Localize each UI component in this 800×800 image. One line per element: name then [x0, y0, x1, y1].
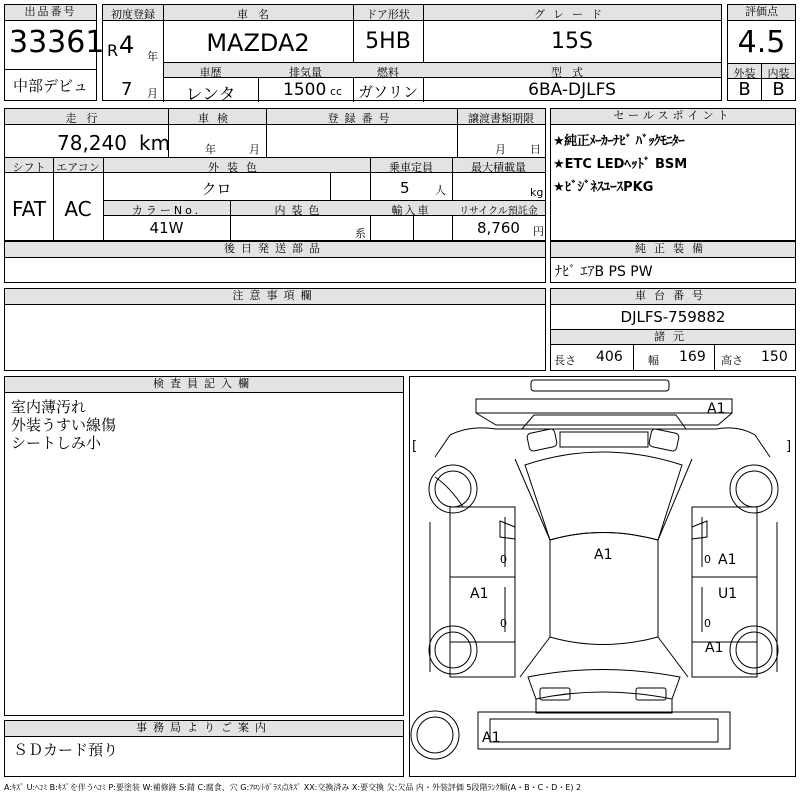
height: 150 — [761, 349, 788, 365]
reg-month: 7 — [121, 79, 133, 100]
inspector-label: 検査員記入欄 — [5, 377, 403, 393]
dims-label: 諸元 — [551, 330, 795, 345]
notes-box — [4, 288, 546, 371]
deadline-month-unit: 月 — [495, 143, 506, 156]
inspector-line-1: 室内薄汚れ — [11, 398, 87, 416]
year-unit: 年 — [147, 50, 158, 63]
sales-points-label: セールスポイント — [551, 109, 795, 125]
office-box — [4, 720, 404, 777]
lot-number-label: 出品番号 — [5, 5, 96, 21]
displacement-unit: cc — [330, 85, 343, 98]
model: 6BA-DJLFS — [528, 80, 616, 100]
door-label: ドア形状 — [366, 8, 410, 21]
shift: FAT — [11, 197, 46, 221]
reg-year: 4 — [119, 31, 135, 59]
capacity-label: 乗車定員 — [389, 161, 433, 174]
length: 406 — [596, 349, 623, 365]
sales-points-box — [550, 108, 796, 241]
length-label: 長さ — [554, 354, 576, 367]
car-diagram-box — [409, 376, 796, 777]
height-label: 高さ — [721, 354, 743, 367]
damage-mark-roof: A1 — [594, 547, 613, 563]
era: R — [107, 41, 119, 60]
score: 4.5 — [737, 25, 786, 60]
damage-mark-left-rear-door: A1 — [470, 586, 489, 602]
car-name: MAZDA2 — [206, 29, 310, 57]
inspection-label: 車検 — [198, 112, 236, 125]
fuel: ガソリン — [357, 83, 418, 101]
color-label: 外装色 — [208, 161, 265, 174]
interior-label: 内装 — [767, 67, 790, 80]
chassis-box — [550, 288, 796, 371]
displacement-label: 排気量 — [289, 66, 322, 79]
int-color-unit: 系 — [355, 227, 366, 240]
exterior-color: クロ — [201, 180, 232, 198]
office-label: 事務局よりご案内 — [5, 721, 403, 737]
int-color-label: 内装色 — [274, 204, 326, 217]
damage-mark-front-bumper: A1 — [707, 401, 726, 417]
exterior-grade: B — [738, 79, 751, 100]
grade: 15S — [551, 29, 593, 54]
interior-grade: B — [772, 79, 785, 100]
zero-mark-left-front: 0 — [500, 553, 507, 566]
history: レンタ — [185, 85, 236, 105]
legend: A:ｷｽﾞ U:ﾍｺﾐ B:ｷｽﾞを伴うﾍｺﾐ P:要塗装 W:補修跡 S:錆 C:腐食、穴 G:ﾌﾛﾝﾄｶﾞﾗｽ点ｷｽﾞ XX:交換済み X:要交換 欠:欠品 内・外装評価 5段階ﾗﾝｸ順(A・B・C・D・E) 2 — [4, 783, 582, 792]
insp-month-unit: 月 — [249, 143, 260, 156]
equipment-value: ﾅﾋﾞ ｴｱB PS PW — [555, 264, 653, 280]
car-diagram — [410, 377, 797, 778]
mileage: 78,240 — [57, 131, 127, 155]
later-parts-box — [4, 241, 546, 283]
bracket-right: ] — [786, 439, 792, 454]
chassis-number: DJLFS-759882 — [620, 308, 726, 326]
insp-year-unit: 年 — [205, 143, 216, 156]
ac: AC — [64, 197, 92, 221]
history-label: 車歴 — [199, 66, 222, 79]
fuel-label: 燃料 — [377, 66, 399, 79]
month-unit: 月 — [147, 87, 158, 100]
equipment-box — [550, 241, 796, 283]
equipment-label: 純正装備 — [551, 242, 795, 258]
capacity: 5 — [400, 179, 410, 197]
exterior-label: 外装 — [733, 67, 756, 80]
later-parts-label: 後日発送部品 — [5, 242, 545, 258]
shift-label: シフト — [12, 161, 46, 174]
vehicle-info-box — [102, 4, 722, 105]
deadline-label: 譲渡書類期限 — [468, 112, 534, 125]
ac-label: エアコン — [56, 161, 100, 174]
reg-no-label: 登録番号 — [327, 112, 396, 125]
inspector-box — [4, 376, 404, 716]
office-text: ＳＤカード預り — [13, 741, 119, 759]
color-no-label: カラーNo. — [131, 204, 202, 217]
width: 169 — [679, 349, 706, 365]
displacement: 1500 — [283, 80, 327, 100]
inspector-line-3: シートしみ小 — [11, 434, 102, 452]
damage-mark-right-front-door: A1 — [718, 552, 737, 568]
capacity-unit: 人 — [435, 184, 446, 197]
inspector-line-2: 外装うすい線傷 — [11, 416, 117, 434]
notes-label: 注意事項欄 — [5, 289, 545, 305]
damage-mark-rear-bumper: A1 — [482, 730, 501, 746]
damage-mark-right-rear-door: U1 — [718, 586, 738, 602]
color-no: 41W — [149, 219, 184, 237]
zero-mark-right-front: 0 — [704, 553, 711, 566]
car-name-label: 車名 — [237, 8, 279, 21]
chassis-label: 車台番号 — [551, 289, 795, 305]
sales-line-3: ★ﾋﾞｼﾞﾈｽﾕｰｽPKG — [553, 180, 654, 195]
zero-mark-left-rear: 0 — [500, 617, 507, 630]
mileage-unit: km — [139, 131, 171, 155]
deadline-day-unit: 日 — [530, 143, 541, 156]
bracket-left: [ — [412, 439, 418, 454]
score-box — [727, 4, 796, 101]
sales-line-2: ★ETC LEDﾍｯﾄﾞ BSM — [553, 157, 688, 172]
spec-box — [4, 108, 546, 241]
recycle-label: リサイクル預託金 — [459, 206, 538, 217]
model-label: 型式 — [551, 66, 593, 79]
first-reg-label: 初度登録 — [111, 8, 155, 21]
load-label: 最大積載量 — [471, 161, 526, 174]
damage-mark-right-rear-fender: A1 — [705, 640, 724, 656]
sales-line-1: ★純正ﾒｰｶｰﾅﾋﾞ ﾊﾞｯｸﾓﾆﾀｰ — [553, 134, 685, 149]
door: 5HB — [365, 29, 411, 54]
score-label: 評価点 — [728, 5, 795, 21]
import-label: 輸入車 — [391, 204, 431, 217]
lot-number: 33361 — [9, 25, 105, 60]
zero-mark-right-rear: 0 — [704, 617, 711, 630]
mileage-label: 走行 — [65, 112, 108, 125]
lot-number-box — [4, 4, 105, 101]
recycle-unit: 円 — [533, 225, 544, 238]
recycle: 8,760 — [477, 219, 520, 237]
debut-label: 中部デビュ — [12, 77, 88, 95]
load-unit: kg — [530, 186, 544, 199]
grade-label: グレード — [534, 8, 610, 21]
width-label: 幅 — [648, 354, 659, 367]
